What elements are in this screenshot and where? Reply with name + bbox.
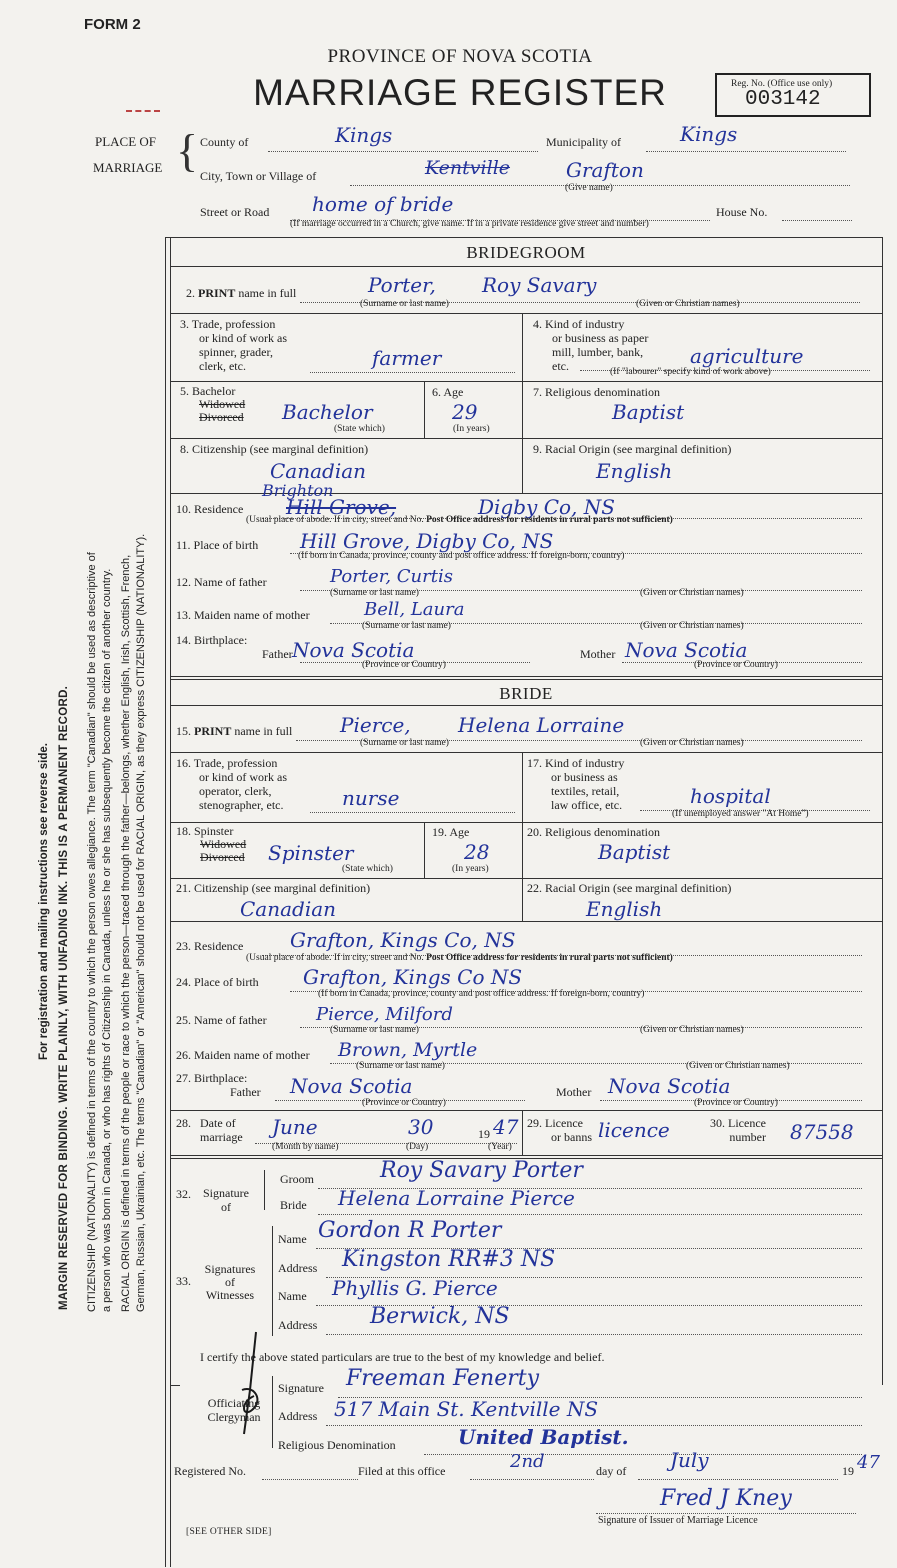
bride-citizenship-value: Canadian — [240, 897, 337, 921]
groom-industry-label-1: 4. Kind of industry — [533, 317, 625, 331]
date-label-2: marriage — [200, 1130, 243, 1144]
bride-signature: Helena Lorraine Pierce — [338, 1186, 575, 1210]
bride-residence-hint — [246, 953, 673, 963]
house-no-line — [782, 220, 852, 221]
groom-mother-hint-2: (Given or Christian names) — [640, 621, 744, 631]
county-line — [268, 151, 538, 152]
licence-no-label — [710, 1116, 766, 1144]
groom-surname: Porter, — [368, 273, 436, 297]
groom-status-1: Bachelor — [192, 384, 236, 398]
wit-label-3: Witnesses — [205, 1288, 255, 1302]
bride-father-bp: Nova Scotia — [290, 1074, 413, 1098]
divider — [170, 1110, 882, 1111]
divider — [170, 822, 882, 823]
clergy-denom-label: Religious Denomination — [278, 1438, 396, 1452]
marriage-year: 47 — [493, 1115, 519, 1139]
groom-trade-label-3: spinner, grader, — [199, 345, 274, 359]
groom-name-label-text: name in full — [238, 286, 297, 300]
bride-sig-line — [318, 1214, 862, 1215]
groom-status-label — [180, 385, 245, 424]
groom-mother-label: 13. Maiden name of mother — [176, 608, 310, 622]
bride-name-label — [176, 724, 292, 739]
divider — [522, 878, 523, 921]
day-hint: (Day) — [406, 1142, 429, 1152]
divider — [170, 381, 882, 382]
bride-birthplace-label: 27. Birthplace: — [176, 1071, 248, 1085]
groom-mother-bp-label: Mother — [580, 647, 616, 661]
groom-heading: BRIDEGROOM — [466, 243, 586, 262]
bride-father-value: Pierce, Milford — [316, 1004, 453, 1025]
divider — [170, 313, 882, 314]
bride-father-bp-hint: (Province or Country) — [362, 1098, 446, 1108]
licence-no-label-1: 30. Licence — [710, 1116, 766, 1130]
form-top-border — [165, 237, 883, 238]
bride-industry-label-3: textiles, retail, — [551, 784, 620, 798]
sig-label-1: Signature — [203, 1186, 249, 1200]
city-label: City, Town or Village of — [200, 169, 317, 183]
groom-industry-label-3: mill, lumber, bank, — [552, 345, 644, 359]
city-value: Grafton — [566, 158, 644, 182]
groom-name-label-num: 2. — [186, 286, 195, 300]
reg-no-label: Reg. No. (Office use only) — [731, 79, 833, 89]
bride-mother-hint-1: (Surname or last name) — [356, 1061, 445, 1071]
filed-month-line — [638, 1479, 838, 1480]
bride-age-label: 19. Age — [432, 825, 470, 839]
groom-residence-hint-bold: Post Office address for residents in rural parts not sufficient) — [426, 515, 673, 525]
clergy-label — [194, 1396, 274, 1424]
margin-text-racial-2: German, Russian, Ukrainian, etc. The terms "Canadian" or "American" should not be used for RACIAL ORIGIN, as they express CITIZENSHIP (NATIONALITY). — [135, 533, 147, 1312]
bride-residence-hint-bold: Post Office address for residents in rural parts not sufficient) — [426, 953, 673, 963]
bride-residence-label: 23. Residence — [176, 939, 244, 953]
bride-industry-label-1: 17. Kind of industry — [527, 756, 625, 770]
form-number: FORM 2 — [84, 16, 141, 33]
clergy-denom-line — [424, 1454, 862, 1455]
municipality-line — [646, 151, 846, 152]
date-label — [200, 1116, 243, 1144]
groom-residence-value: Digby Co, NS — [478, 495, 615, 519]
bride-birth-value: Grafton, Kings Co NS — [303, 965, 523, 989]
issuer-line — [596, 1513, 856, 1514]
groom-trade-value: farmer — [372, 346, 442, 370]
wit2-address: Berwick, NS — [370, 1304, 510, 1329]
groom-birth-value: Hill Grove, Digby Co, NS — [300, 529, 554, 553]
bride-surname: Pierce, — [340, 713, 411, 737]
reg-no-value: 003142 — [745, 88, 821, 111]
bride-industry-value: hospital — [690, 784, 771, 808]
bride-racial-value: English — [586, 897, 663, 921]
see-other-side: [SEE OTHER SIDE] — [186, 1527, 272, 1537]
bride-sig-label: Bride — [280, 1198, 307, 1212]
margin-text-instructions: For registration and mailing instructions see reverse side. — [38, 743, 50, 1060]
licence-label — [527, 1116, 592, 1144]
groom-birth-hint: (If born in Canada, province, county and post office address. If foreign-born, country) — [298, 551, 625, 561]
marriage-day: 30 — [408, 1115, 434, 1139]
decorative-mark — [126, 110, 160, 115]
wit1-name-label: Name — [278, 1232, 307, 1246]
groom-residence-struck: Hill Grove, — [286, 495, 397, 519]
sig-bracket — [264, 1170, 273, 1210]
bride-age-hint: (In years) — [452, 864, 489, 874]
groom-residence-label: 10. Residence — [176, 502, 244, 516]
wit1-address: Kingston RR#3 NS — [342, 1247, 556, 1272]
groom-industry-label — [533, 317, 648, 373]
divider — [170, 266, 882, 267]
bride-mother-bp: Nova Scotia — [608, 1074, 731, 1098]
bride-industry-hint: (If unemployed answer "At Home") — [672, 809, 809, 819]
groom-father-hint-1: (Surname or last name) — [330, 588, 419, 598]
groom-religion-value: Baptist — [612, 400, 685, 424]
registered-label: Registered No. — [174, 1464, 246, 1478]
date-label-num: 28. — [176, 1116, 191, 1130]
form-inner-left-border — [170, 237, 171, 1567]
date-label-1: Date of — [200, 1116, 236, 1130]
groom-trade-label — [180, 317, 287, 373]
groom-name-label-print: PRINT — [198, 286, 236, 300]
divider — [522, 1110, 523, 1155]
wit-label-num: 33. — [176, 1274, 191, 1288]
divider — [170, 679, 882, 680]
city-hint: (Give name) — [565, 183, 613, 193]
wit-label — [190, 1263, 270, 1302]
groom-trade-label-4: clerk, etc. — [199, 359, 246, 373]
place-section-label-1: PLACE OF — [95, 134, 157, 149]
filed-year-prefix: 19 — [842, 1464, 854, 1478]
bride-mother-hint-2: (Given or Christian names) — [686, 1061, 790, 1071]
groom-father-bp-label: Father — [262, 647, 293, 661]
bride-heading: BRIDE — [499, 684, 553, 703]
groom-sig-label: Groom — [280, 1172, 314, 1186]
groom-age-value: 29 — [452, 400, 478, 424]
divider — [522, 313, 523, 381]
groom-given: Roy Savary — [482, 273, 597, 297]
groom-mother-hint-1: (Surname or last name) — [362, 621, 451, 631]
wit1-name: Gordon R Porter — [318, 1218, 502, 1243]
bride-trade-label — [176, 756, 287, 812]
divider — [170, 752, 882, 753]
wit2-address-label: Address — [278, 1318, 318, 1332]
divider — [522, 381, 523, 438]
bride-mother-value: Brown, Myrtle — [338, 1039, 478, 1061]
divider — [522, 822, 523, 878]
groom-industry-label-4: etc. — [552, 359, 569, 373]
groom-status-3: Divorced — [199, 410, 244, 424]
groom-residence-insert: Brighton — [262, 481, 334, 500]
groom-mother-bp-hint: (Province or Country) — [694, 660, 778, 670]
divider — [522, 752, 523, 822]
divider — [424, 822, 425, 878]
reg-no-box — [715, 73, 871, 117]
divider — [170, 878, 882, 879]
bride-status-2: Widowed — [200, 837, 247, 851]
clergy-address: 517 Main St. Kentville NS — [334, 1397, 599, 1421]
groom-father-bp: Nova Scotia — [292, 638, 415, 662]
divider — [170, 705, 882, 706]
groom-trade-line — [310, 372, 515, 373]
clergy-denomination: United Baptist. — [458, 1425, 629, 1449]
bride-birth-label: 24. Place of birth — [176, 975, 259, 989]
registered-line — [262, 1479, 358, 1480]
groom-trade-label-1: 3. Trade, profession — [180, 317, 276, 331]
groom-birthplace-label: 14. Birthplace: — [176, 633, 248, 647]
clergy-signature: Freeman Fenerty — [346, 1366, 540, 1391]
marriage-year-prefix: 19 — [478, 1127, 490, 1141]
groom-industry-hint: (If "labourer" specify kind of work above) — [610, 367, 771, 377]
filed-day-line — [470, 1479, 594, 1480]
bride-status-1: Spinster — [194, 824, 234, 838]
sig-label-num: 32. — [176, 1187, 191, 1201]
divider — [424, 381, 425, 438]
groom-residence-hint — [246, 515, 673, 525]
clergy-address-label: Address — [278, 1409, 318, 1423]
street-label: Street or Road — [200, 205, 270, 219]
brace-icon: { — [176, 125, 199, 176]
wit2-name-label: Name — [278, 1289, 307, 1303]
groom-father-value: Porter, Curtis — [330, 566, 453, 587]
certify-statement: I certify the above stated particulars are true to the best of my knowledge and belief. — [200, 1350, 605, 1364]
bride-status-label — [176, 825, 246, 864]
clergy-label-1: Officiating — [207, 1396, 261, 1410]
bride-name-label-text: name in full — [234, 724, 293, 738]
groom-father-label: 12. Name of father — [176, 575, 267, 589]
bride-industry-label — [527, 756, 624, 812]
bride-trade-line — [310, 812, 515, 813]
clergy-sig-label: Signature — [278, 1381, 324, 1395]
licence-no-value: 87558 — [790, 1120, 854, 1144]
groom-industry-value: agriculture — [690, 344, 804, 368]
bride-father-hint-2: (Given or Christian names) — [640, 1025, 744, 1035]
groom-birth-label: 11. Place of birth — [176, 538, 259, 552]
form-outer-left-border — [165, 237, 166, 1567]
groom-mother-value: Bell, Laura — [364, 599, 465, 620]
bride-residence-hint-text: (Usual place of abode. If in city, street and No. — [246, 953, 424, 963]
wit-label-2: of — [225, 1275, 235, 1289]
bride-name-label-num: 15. — [176, 724, 191, 738]
bride-trade-value: nurse — [342, 786, 400, 810]
issuer-signature: Fred J Kney — [660, 1486, 792, 1511]
street-value: home of bride — [312, 192, 454, 216]
bride-industry-label-4: law office, etc. — [551, 798, 623, 812]
groom-trade-label-2: or kind of work as — [199, 331, 287, 345]
bride-father-bp-label: Father — [230, 1085, 261, 1099]
county-value: Kings — [335, 123, 393, 147]
margin-text-racial-1: RACIAL ORIGIN is defined in terms of the people or race to which the person—traced through the father—belongs, whether English, Irish, Scottish, French, — [120, 554, 132, 1312]
wit2-name: Phyllis G. Pierce — [332, 1276, 498, 1300]
bride-age-value: 28 — [464, 840, 490, 864]
marriage-month: June — [272, 1115, 318, 1139]
filed-day: 2nd — [510, 1451, 545, 1472]
margin-text-binding: MARGIN RESERVED FOR BINDING. WRITE PLAINLY, WITH UNFADING INK. THIS IS A PERMANENT RECORD. — [58, 685, 70, 1310]
bride-name-label-print: PRINT — [194, 724, 232, 738]
divider — [170, 438, 882, 439]
groom-status-value: Bachelor — [282, 400, 373, 424]
sig-label-2: of — [221, 1200, 231, 1214]
sig-label — [196, 1186, 256, 1214]
bride-trade-label-1: 16. Trade, profession — [176, 756, 278, 770]
street-hint: (If marriage occurred in a Church, give name. If in a private residence give street and number) — [290, 219, 649, 229]
bride-trade-label-2: or kind of work as — [199, 770, 287, 784]
groom-surname-hint: (Surname or last name) — [360, 299, 449, 309]
bride-surname-hint: (Surname or last name) — [360, 738, 449, 748]
bride-status-3: Divorced — [200, 850, 245, 864]
bride-status-hint: (State which) — [342, 864, 393, 874]
licence-label-1: 29. Licence — [527, 1116, 583, 1130]
bride-religion-label: 20. Religious denomination — [527, 825, 660, 839]
month-hint: (Month by name) — [272, 1142, 339, 1152]
groom-mother-bp: Nova Scotia — [625, 638, 748, 662]
divider — [170, 1385, 180, 1386]
groom-status-2: Widowed — [199, 397, 246, 411]
groom-religion-label: 7. Religious denomination — [533, 385, 660, 399]
groom-signature: Roy Savary Porter — [380, 1158, 583, 1183]
groom-racial-value: English — [596, 459, 673, 483]
city-struck: Kentville — [425, 157, 511, 179]
groom-industry-label-2: or business as paper — [552, 331, 649, 345]
municipality-label: Municipality of — [546, 135, 621, 149]
filed-label: Filed at this office — [358, 1464, 446, 1478]
divider — [522, 438, 523, 493]
bride-status-num: 18. — [176, 824, 191, 838]
issuer-label: Signature of Issuer of Marriage Licence — [598, 1515, 758, 1526]
licence-value: licence — [598, 1118, 670, 1142]
wit2-address-line — [326, 1334, 862, 1335]
wit-label-1: Signatures — [204, 1262, 256, 1276]
bride-status-value: Spinster — [268, 841, 354, 865]
bride-religion-value: Baptist — [598, 840, 671, 864]
groom-status-hint: (State which) — [334, 424, 385, 434]
margin-text-citizenship-1: CITIZENSHIP (NATIONALITY) is defined in terms of the country to which the person owes allegiance. The term "Canadian" should be used as descriptive of — [86, 552, 98, 1312]
margin-text-citizenship-2: a person who was born in Canada, or who has rights of Citizenship in Canada, unless he or she has subsequently become the citizen of another country. — [101, 568, 113, 1312]
bride-trade-label-4: stenographer, etc. — [199, 798, 284, 812]
bride-citizenship-label: 21. Citizenship (see marginal definition) — [176, 881, 371, 895]
groom-status-num: 5. — [180, 384, 189, 398]
groom-residence-hint-text: (Usual place of abode. If in city, street and No. — [246, 515, 424, 525]
filed-year: 47 — [857, 1452, 880, 1473]
day-of-label: day of — [596, 1464, 627, 1478]
groom-racial-label: 9. Racial Origin (see marginal definition) — [533, 442, 732, 456]
licence-label-2: or banns — [551, 1130, 592, 1144]
bride-father-hint-1: (Surname or last name) — [330, 1025, 419, 1035]
bride-racial-label: 22. Racial Origin (see marginal definition) — [527, 881, 732, 895]
province-heading: PROVINCE OF NOVA SCOTIA — [327, 46, 593, 67]
licence-no-label-2: number — [729, 1130, 766, 1144]
bride-trade-label-3: operator, clerk, — [199, 784, 272, 798]
county-label: County of — [200, 135, 249, 149]
divider — [170, 1155, 882, 1156]
groom-father-bp-hint: (Province or Country) — [362, 660, 446, 670]
bride-given-hint: (Given or Christian names) — [640, 738, 744, 748]
municipality-value: Kings — [680, 122, 738, 146]
groom-name-label — [186, 286, 296, 301]
place-section-label-2: MARRIAGE — [93, 160, 163, 175]
page-title: MARRIAGE REGISTER — [253, 72, 667, 113]
bride-father-label: 25. Name of father — [176, 1013, 267, 1027]
clergy-label-2: Clergyman — [207, 1410, 261, 1424]
groom-age-label: 6. Age — [432, 385, 464, 399]
bride-residence-value: Grafton, Kings Co, NS — [290, 928, 516, 952]
groom-citizenship-value: Canadian — [270, 459, 367, 483]
bride-mother-label: 26. Maiden name of mother — [176, 1048, 310, 1062]
form-right-border — [882, 237, 883, 1385]
bride-birth-hint: (If born in Canada, province, county and post office address. If foreign-born, country) — [318, 989, 645, 999]
filed-month: July — [670, 1448, 709, 1472]
groom-citizenship-label: 8. Citizenship (see marginal definition) — [180, 442, 369, 456]
house-no-label: House No. — [716, 205, 768, 219]
divider — [170, 676, 882, 677]
groom-age-hint: (In years) — [453, 424, 490, 434]
bride-industry-label-2: or business as — [551, 770, 618, 784]
bride-mother-bp-label: Mother — [556, 1085, 592, 1099]
year-hint: (Year) — [488, 1142, 512, 1152]
bride-given: Helena Lorraine — [458, 713, 625, 737]
wit1-address-label: Address — [278, 1261, 318, 1275]
groom-father-hint-2: (Given or Christian names) — [640, 588, 744, 598]
divider — [170, 921, 882, 922]
groom-given-hint: (Given or Christian names) — [636, 299, 740, 309]
bride-mother-bp-hint: (Province or Country) — [694, 1098, 778, 1108]
